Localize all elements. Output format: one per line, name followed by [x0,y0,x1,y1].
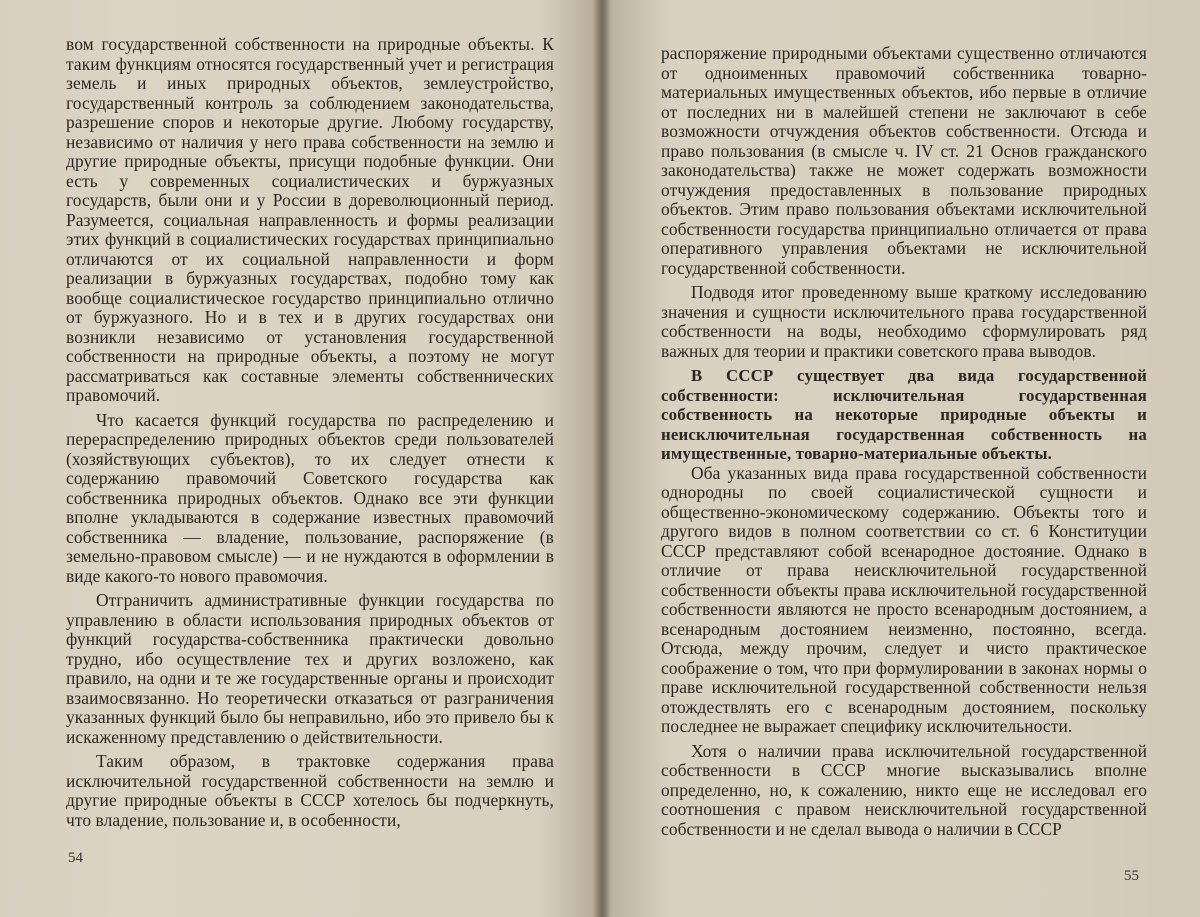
paragraph: вом государственной собственности на природные объекты. К таким функциям относятся государственный учет и регистрация земель и иных природных объектов, землеустройство, государственный контроль за соблюдением законодательства, разрешение споров и некоторые другие. Любому государству, независимо от наличия у него права собственности на землю и другие природные объекты, присущи подобные функции. Они есть у современных социалистических и буржуазных государств, были они и у России в дореволюционный период. Разумеется, социальная направленность и формы реализации этих функций в социалистических государствах принципиально отличаются от их социальной направленности и форм реализации в буржуазных государствах, подобно тому как вообще социалистическое государство принципиально отлично от буржуазного. Но и в тех и в других государствах они возникли независимо от установления государственной собственности на природные объекты, а поэтому не могут рассматриваться как составные элементы собственнических правомочий. [66,34,554,405]
right-page-text [661,44,1147,839]
paragraph: Что касается функций государства по распределению и перераспределению природных объектов среди пользователей (хозяйствующих субъектов), то их следует отнести к содержанию правомочий Советского государства как собственника природных объектов. Однако все эти функции вполне укладываются в содержание известных правомочий собственника — владение, пользование, распоряжение (в земельно-правовом смысле) — и не нуждаются в оформлении в виде какого-то нового правомочия. [66,409,554,586]
page-number: 55 [1124,868,1139,884]
conclusion-heading: В СССР существует два вида государственной собственности: исключительная государственная собственность на некоторые природные объекты и неисключительная государственная собственность на имущественные, товарно-материальные объекты. [661,366,1147,463]
left-page-text [66,35,554,830]
right-page [602,0,1200,917]
page-number: 54 [68,850,83,866]
paragraph: Подводя итог проведенному выше краткому исследованию значения и сущности исключительного права государственной собственности на воды, необходимо сформулировать ряд важных для теории и практики советского права выводов. [661,282,1147,361]
left-page [0,0,598,917]
paragraph: Отграничить административные функции государства по управлению в области использования природных объектов от функций государства-собственника практически довольно трудно, ибо осуществление тех и других возложено, как правило, на одни и те же государственные органы и происходит взаимосвязанно. Но теоретически отказаться от разграничения указанных функций было бы неправильно, ибо это привело бы к искаженному представлению о действительности. [66,590,554,747]
paragraph: Оба указанных вида права государственной собственности однородны по своей социалистической сущности и общественно-экономическому содержанию. Объекты того и другого видов в полном соответствии со ст. 6 Конституции СССР представляют собой всенародное достояние. Однако в отличие от права неисключительной государственной собственности объекты права исключительной государственной собственности являются не просто всенародным достоянием, а всенародным достоянием неизменно, постоянно, всегда. Отсюда, между прочим, следует и чисто практическое соображение о том, что при формулировании в законах нормы о праве исключительной государственной собственности нельзя отождествлять его с всенародным достоянием, поскольку последнее не выражает специфику исключительности. [661,462,1147,736]
paragraph: Хотя о наличии права исключительной государственной собственности в СССР многие высказывались вполне определенно, но, к сожалению, никто еще не исследовал его соотношения с правом неисключительной государственной собственности и не сделал вывода о наличии в СССР [661,740,1147,839]
paragraph: распоряжение природными объектами существенно отличаются от одноименных правомочий собственника товарно-материальных имущественных объектов, ибо первые в отличие от последних ни в малейшей степени не заключают в себе возможности отчуждения объектов собственности. Отсюда и право пользования (в смысле ч. IV ст. 21 Основ гражданского законодательства) также не может содержать возможности отчуждения предоставленных в пользование природных объектов. Этим право пользования объектами исключительной собственности государства принципиально отличается от права оперативного управления объектами не исключительной государственной собственности. [661,43,1147,278]
paragraph: Таким образом, в трактовке содержания права исключительной государственной собственности на землю и другие природные объекты в СССР хотелось бы подчеркнуть, что владение, пользование и, в особенности, [66,751,554,830]
